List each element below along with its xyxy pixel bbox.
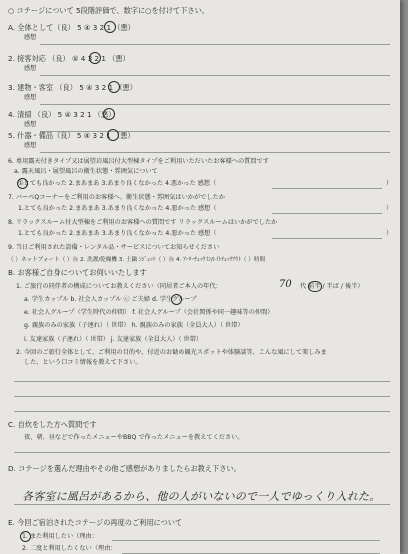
- selected-circle: [171, 294, 182, 305]
- answer-line: [14, 504, 390, 505]
- q6-close: ）: [386, 180, 393, 187]
- q7-options: 1.とても良かった 2.まあまあ 3.あまり良くなかった 4.悪かった 感想（: [18, 205, 217, 212]
- age-suffix: 代 前半 / 半ば / 後半）: [300, 283, 364, 290]
- rating-service-comment: 感想: [24, 65, 37, 72]
- age-answer: 70: [279, 279, 292, 290]
- q8-title: 8. リラックスルーム付大型棟をご利用のお客様への質問です リラックスルームはいかがでしたか: [8, 219, 278, 226]
- q8-options: 1.とても良かった 2.まあまあ 3.あまり良くなかった 4.悪かった 感想（: [18, 230, 217, 237]
- e-option-1: 1. また利用したい（理由：: [22, 533, 98, 540]
- intro-text: ○ コテージについて 5段階評価で、数字に○を付けて下さい。: [8, 6, 209, 15]
- q9-title: 9. 当日ご利用された設備・レンタル品・サービスについてお知らせください: [8, 244, 220, 251]
- rating-cleaning: 4. 清掃 （良） 5 ④ 3 2 1 （悪）: [8, 110, 116, 119]
- selected-circle: [107, 129, 119, 141]
- handwritten-answer: 各客室に風呂があるから、他の人がいないので一人でゆっくり入れた。: [22, 490, 381, 503]
- rating-overall: A. 全体として（良） 5 ④ 3 2 1 （悪）: [8, 23, 135, 32]
- b-group-row-2: e. 社会人グループ（学生時代の仲間） f. 社会人グループ（会社関係や同一趣味等の仲間）: [24, 309, 274, 316]
- rating-overall-comment: 感想: [24, 34, 37, 41]
- b-q2-line-2: した、という口コミ情報を教えて下さい。: [24, 359, 142, 366]
- q7-close: ）: [386, 205, 393, 212]
- selected-circle: [89, 52, 101, 64]
- q6-sub: a. 露天風呂・展望風呂の衛生状態・雰囲気について: [14, 168, 158, 175]
- b-q2-line-1: 2. 今回のご旅行全体として、ご利用の目的や、付近のお勧め観光スポットや体験談等、こんな風にして楽しみま: [16, 349, 327, 356]
- selected-circle: [20, 531, 31, 542]
- rating-service: 2. 接客対応 （良） ⑤ 4 3 2 1 （悪）: [8, 54, 130, 63]
- b-group-row-4: i. 友達家族（子連れ）（ 世帯） j. 友達家族（全員大人）（ 世帯）: [24, 336, 203, 343]
- comment-line: [40, 75, 390, 76]
- section-b-title: B. お客様ご自身についてお伺いいたします: [8, 268, 147, 277]
- comment-line: [40, 44, 390, 45]
- q9-line: （ ）ネットブォート（ ）台 2. 洗濯/乾燥機 3. 土鍋 ﾝｼﾞｪｯﾄ（ ）台 4. ｱｰﾘｰﾁｪｯｸｲﾝ/ﾚｲﾄﾁｪｯｸｱｳﾄ（ ）時間: [8, 257, 266, 263]
- answer-line: [14, 396, 390, 397]
- e-option-2: 2. 二度と利用したくない（理由：: [22, 545, 117, 552]
- answer-line: [14, 411, 390, 412]
- c-question: 夜、朝、昼などで作ったメニューやBBQ で作ったメニューを教えてください。: [24, 434, 244, 441]
- b-group-row-3: g. 親族のみの家族（子連れ）（ 世帯） h. 親族のみの家族（全員大人）（ 世帯）: [24, 322, 244, 329]
- q6-options: ①とても良かった 2.まあまあ 3.あまり良くなかった 4.悪かった 感想（: [18, 180, 217, 187]
- section-c-title: C. 自炊をした方へ質問です: [8, 420, 97, 429]
- selected-circle: [17, 178, 28, 189]
- selected-circle: [103, 108, 115, 120]
- q8-close: ）: [386, 230, 393, 237]
- rating-equipment: 5. 什器・備品（良） 5 ④ 3 2 1 （悪）: [8, 131, 135, 140]
- comment-line: [272, 238, 382, 239]
- q7-title: 7. バーベQコーナーをご利用のお客様へ、衛生状態・雰囲気はいかがでしたか: [8, 194, 225, 201]
- comment-line: [40, 152, 390, 153]
- answer-line: [112, 540, 380, 541]
- comment-line: [272, 188, 382, 189]
- selected-circle: [108, 81, 120, 93]
- answer-line: [14, 452, 390, 453]
- section-d-title: D. コテージを選んだ理由やその他ご感想がありましたらお教え下さい。: [8, 464, 241, 473]
- b-q1: 1. ご旅行の同伴者の構成についてお教えください（同居者ご本人の年代：: [16, 283, 222, 290]
- rating-equipment-comment: 感想: [24, 142, 37, 149]
- rating-cleaning-comment: 感想: [24, 121, 37, 128]
- rating-building: 3. 建物・客室 （良） 5 ④ 3 2 1 （悪）: [8, 83, 137, 92]
- selected-circle: [308, 281, 322, 292]
- comment-line: [272, 213, 382, 214]
- section-e-title: E. 今回ご宿泊されたコテージの再度のご利用について: [8, 518, 183, 527]
- b-group-row-1: a. 学生カップル b. 社会人カップル ⓒ ご夫婦 d. 学生グループ: [24, 296, 197, 303]
- rating-building-comment: 感想: [24, 94, 37, 101]
- q6-title: 6. 専用露天付きタイプ又は展望岩風呂付大型棟タイプをご利用いただいたお客様への質問です: [8, 158, 269, 165]
- selected-circle: [104, 21, 116, 33]
- answer-line: [14, 381, 390, 382]
- comment-line: [40, 104, 390, 105]
